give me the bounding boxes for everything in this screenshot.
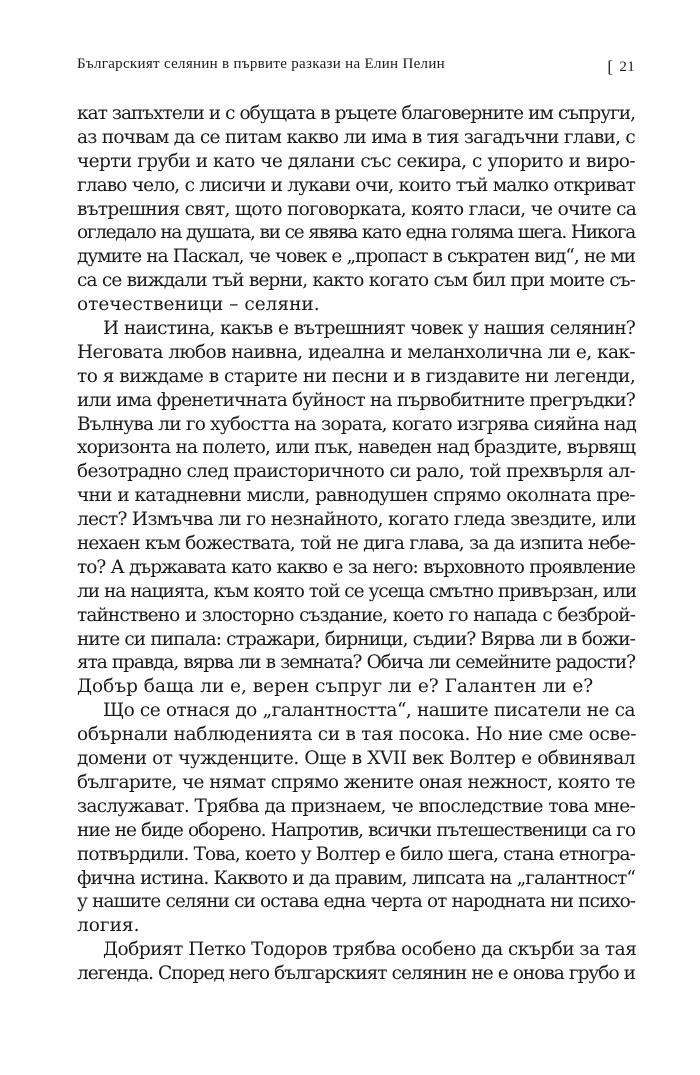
page-number-box bbox=[607, 56, 635, 76]
text-line: легенда. Според него българският селянин не е онова грубо и bbox=[77, 963, 635, 985]
text-line: Добрият Петко Тодоров трябва особено да скърби за тая bbox=[103, 939, 637, 961]
text-line: са се виждали тъй верни, както когато съм бил при моите съ- bbox=[77, 270, 635, 292]
text-line: огледало на душата, ви се явява като една голяма шега. Никога bbox=[77, 222, 635, 244]
text-line: фична истина. Каквото и да правим, липсата на „галантност“ bbox=[77, 867, 635, 889]
text-line: Неговата любов наивна, идеална и меланхолична ли е, как- bbox=[77, 341, 635, 363]
text-line: ните си пипала: стражари, бирници, съдии? Вярва ли в божи- bbox=[77, 628, 635, 650]
text-line: ние не биде оборено. Напротив, всички пътешественици са го bbox=[77, 819, 635, 841]
body-text bbox=[77, 102, 635, 986]
text-line: хоризонта на полето, или пък, наведен над браздите, вървящ bbox=[77, 437, 636, 459]
running-header bbox=[77, 56, 635, 78]
text-line: обърнали наблюденията си в тая посока. Но ние сме осве- bbox=[77, 724, 637, 746]
text-line: черти груби и като че дялани със секира, с упорито и виро- bbox=[77, 150, 635, 172]
text-line: вътрешния свят, щото поговорката, която гласи, че очите са bbox=[77, 198, 637, 220]
text-line: безотрадно след праисторичното си рало, той прехвърля ал- bbox=[77, 461, 635, 483]
text-line: главо чело, с лисичи и лукави очи, които тъй малко откриват bbox=[77, 174, 635, 196]
text-line: у нашите селяни си остава една черта от народната ни психо- bbox=[77, 891, 635, 913]
text-line: кат запъхтели и с обущата в ръцете благоверните им съпруги, bbox=[77, 103, 635, 124]
text-line: заслужават. Трябва да признаем, че впоследствие това мне- bbox=[77, 795, 635, 817]
text-line: нехаен към божествата, той не дига глава, за да изпита небе- bbox=[77, 533, 635, 555]
text-line: то я виждаме в старите ни песни и в гиздавите ни легенди, bbox=[77, 365, 636, 387]
text-line: тайнствено и злосторно създание, което го напада с безброй- bbox=[77, 604, 635, 626]
text-line: домени от чужденците. Още в XVII век Волтер е обвинявал bbox=[77, 748, 635, 770]
text-line: то? А държавата като какво е за него: върховното проявление bbox=[77, 556, 635, 578]
text-line: чни и катадневни мисли, равнодушен спрямо околната пре- bbox=[77, 485, 635, 507]
text-line: отечественици – селяни. bbox=[77, 294, 320, 316]
text-line: българите, че нямат спрямо жените оная нежност, която те bbox=[77, 771, 635, 793]
text-line: ята правда, вярва ли в земната? Обича ли семейните радости? bbox=[77, 652, 635, 674]
text-line: логия. bbox=[77, 915, 140, 937]
page-number: 21 bbox=[619, 59, 635, 75]
text-line: Добър баща ли е, верен съпруг ли е? Галантен ли е? bbox=[77, 676, 594, 698]
text-line: или има френетичната буйност на първобитните прегръдки? bbox=[77, 389, 635, 411]
text-line: И наистина, какъв е вътрешният човек у нашия селянин? bbox=[103, 318, 635, 340]
text-line: лест? Измъчва ли го незнайното, когато гледа звездите, или bbox=[77, 509, 636, 531]
text-line: Що се отнася до „галантността“, нашите писатели не са bbox=[103, 700, 635, 722]
text-line: Вълнува ли го хубостта на зората, когато изгрява сияйна над bbox=[77, 413, 637, 435]
text-line: аз почвам да се питам какво ли има в тия загадъчни глави, с bbox=[77, 126, 635, 148]
running-title: Българският селянин в първите разкази на Елин Пелин bbox=[77, 56, 445, 72]
page-number-bracket: [ bbox=[607, 57, 614, 76]
text-line: думите на Паскал, че човек е „пропаст в съкратен вид“, не ми bbox=[77, 246, 635, 268]
text-line: потвърдили. Това, което у Волтер е било шега, стана етногра- bbox=[77, 843, 635, 865]
text-line: ли на нацията, към която той се усеща смътно привързан, или bbox=[77, 580, 637, 602]
